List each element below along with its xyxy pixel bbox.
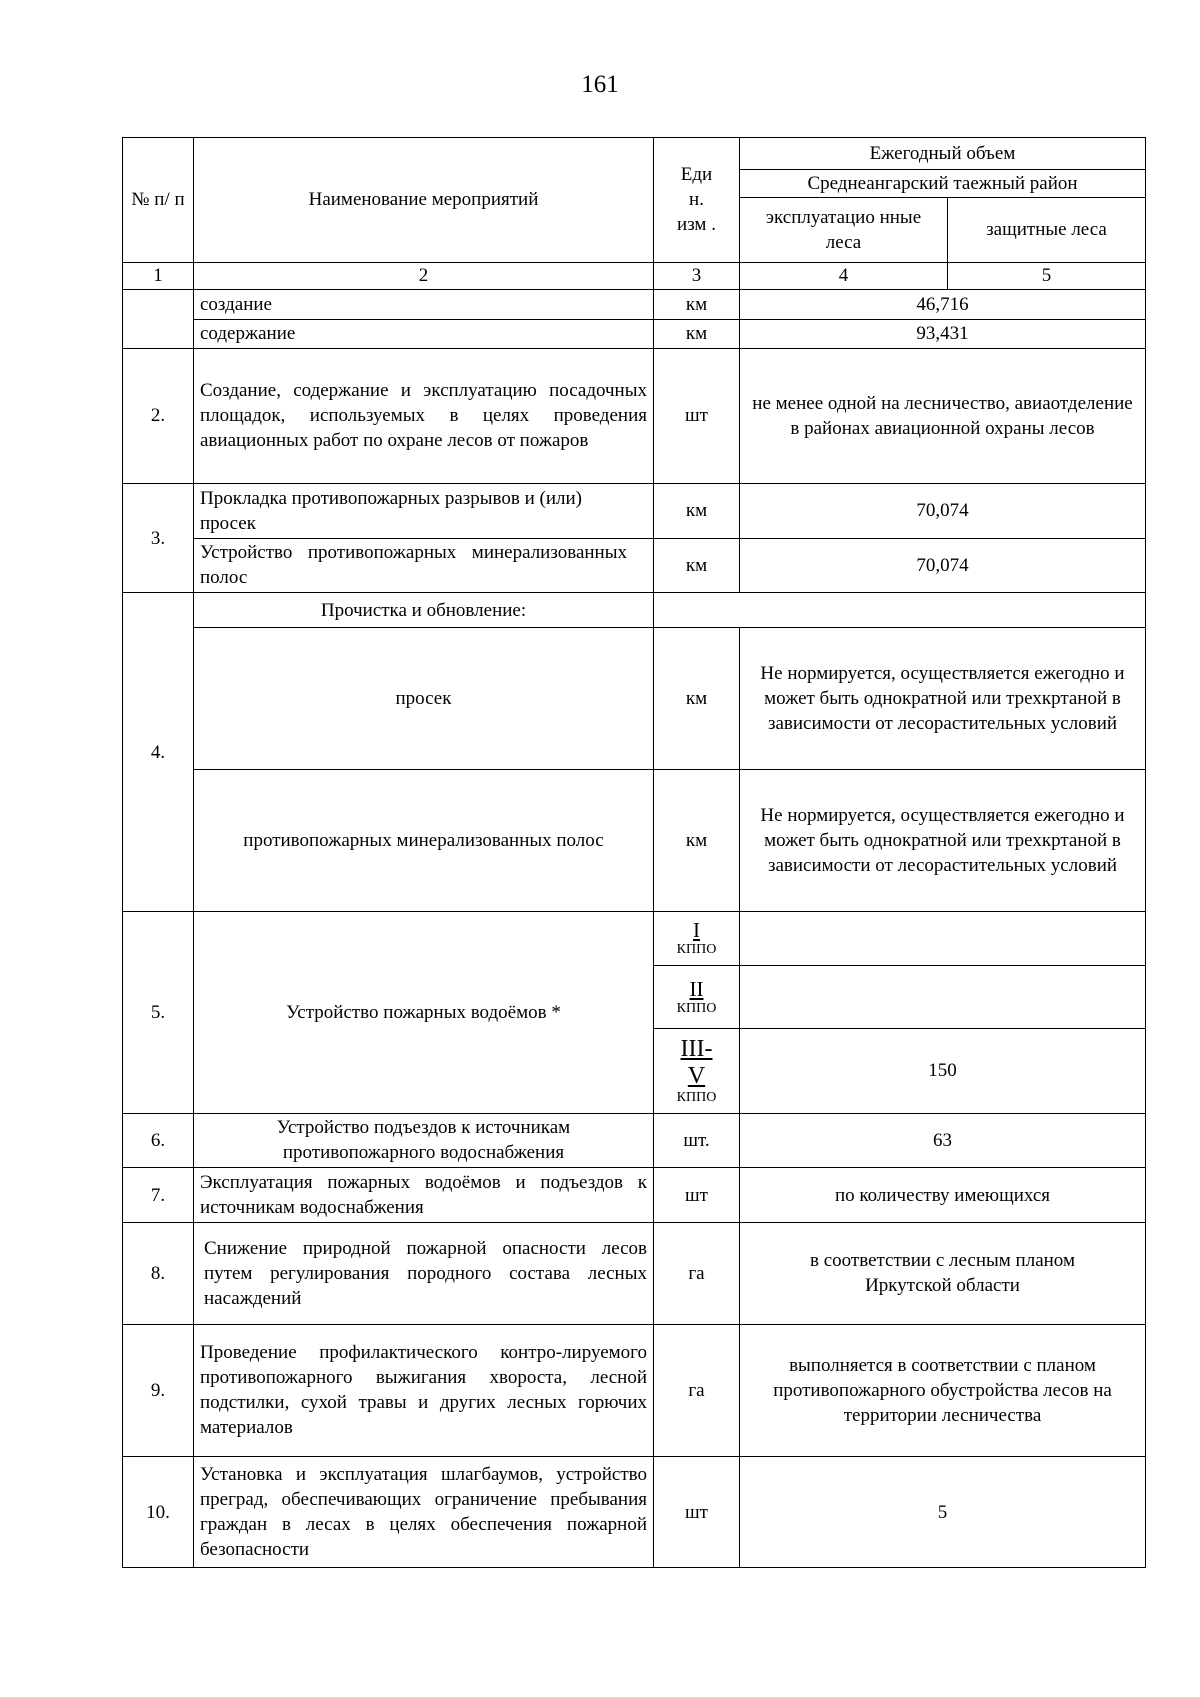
row-name: Установка и эксплуатация шлагбаумов, устройство преград, обеспечивающих ограничение пребывания граждан в лесах в целях обеспечения пожарной безопасности — [194, 1457, 654, 1568]
row-name: Снижение природной пожарной опасности лесов путем регулирования породного состава лесных насаждений — [194, 1223, 654, 1324]
row-unit — [654, 1029, 740, 1113]
row-num: 9. — [123, 1324, 194, 1457]
col-number-row — [123, 262, 1146, 289]
row-num: 10. — [123, 1457, 194, 1568]
row-unit: км — [654, 627, 740, 769]
row-unit: км — [654, 319, 740, 348]
row-num: 8. — [123, 1223, 194, 1324]
fire-measures-table — [122, 137, 1146, 1568]
col-number: 4 — [740, 262, 948, 289]
row-7 — [123, 1168, 1146, 1223]
row-unit: км — [654, 538, 740, 593]
row-value: не менее одной на лесничество, авиаотделение в районах авиационной охраны лесов — [740, 348, 1146, 483]
row-value — [740, 965, 1146, 1029]
fire-class-label: КППО — [676, 942, 717, 958]
row-value: 150 — [740, 1029, 1146, 1113]
header-num: № п/ п — [123, 138, 194, 263]
row-name: Устройство пожарных водоёмов * — [194, 911, 654, 1113]
row-name: содержание — [194, 319, 654, 348]
fire-class: II — [689, 976, 704, 1001]
fire-class: III- — [680, 1035, 713, 1062]
row-value: Не нормируется, осуществляется ежегодно и может быть однократной или трехкртаной в зависимости от лесорастительных условий — [740, 627, 1146, 769]
row-num: 2. — [123, 348, 194, 483]
row-num: 4. — [123, 593, 194, 911]
row-value: 70,074 — [740, 538, 1146, 593]
row-name: Проведение профилактического контро-лируемого противопожарного выжигания хвороста, лесной подстилки, сухой травы и других лесных горючих материалов — [194, 1324, 654, 1457]
fire-class: I — [693, 918, 700, 943]
row-num: 7. — [123, 1168, 194, 1223]
row-4-title — [123, 593, 1146, 627]
row-name: Устройство подъездов к источникам противопожарного водоснабжения — [194, 1113, 654, 1168]
row-3a — [123, 483, 1146, 538]
row-num — [123, 290, 194, 349]
row-value: 70,074 — [740, 483, 1146, 538]
row-unit: км — [654, 769, 740, 911]
row-4a — [123, 627, 1146, 769]
row-value: 46,716 — [740, 290, 1146, 319]
header-protect: защитные леса — [948, 197, 1146, 262]
row-unit: га — [654, 1324, 740, 1457]
row-value: 5 — [740, 1457, 1146, 1568]
row-num: 6. — [123, 1113, 194, 1168]
row-value: в соответствии с лесным планом Иркутской области — [740, 1223, 1146, 1324]
row-4b — [123, 769, 1146, 911]
row-unit: км — [654, 483, 740, 538]
row-name: создание — [194, 290, 654, 319]
header-row-1 — [123, 138, 1146, 170]
header-region: Среднеангарский таежный район — [740, 170, 1146, 197]
row-maintenance — [123, 319, 1146, 348]
row-name: Устройство противопожарных минерализованных полос — [194, 538, 654, 593]
row-name: Эксплуатация пожарных водоёмов и подъездов к источникам водоснабжения — [194, 1168, 654, 1223]
row-9 — [123, 1324, 1146, 1457]
row-unit: шт — [654, 1168, 740, 1223]
row-value: 93,431 — [740, 319, 1146, 348]
row-value: 63 — [740, 1113, 1146, 1168]
row-value: по количеству имеющихся — [740, 1168, 1146, 1223]
row-3b — [123, 538, 1146, 593]
row-unit: шт. — [654, 1113, 740, 1168]
header-exploit: эксплуатацио нные леса — [740, 197, 948, 262]
fire-class-label: КППО — [676, 1089, 717, 1105]
row-2 — [123, 348, 1146, 483]
row-value — [740, 911, 1146, 965]
row-name: просек — [194, 627, 654, 769]
row-unit: га — [654, 1223, 740, 1324]
page-number: 161 — [581, 71, 619, 98]
row-6 — [123, 1113, 1146, 1168]
fire-class-cont: V — [687, 1062, 706, 1089]
row-name: Прокладка противопожарных разрывов и (или) просек — [194, 483, 654, 538]
row-name: Создание, содержание и эксплуатацию посадочных площадок, используемых в целях проведения авиационных работ по охране лесов от пожаров — [194, 348, 654, 483]
row-unit: км — [654, 290, 740, 319]
header-unit: Еди н. изм . — [654, 138, 740, 263]
row-unit — [654, 911, 740, 965]
row-value: выполняется в соответствии с планом противопожарного обустройства лесов на территории лесничества — [740, 1324, 1146, 1457]
row-num: 3. — [123, 483, 194, 593]
row-value: Не нормируется, осуществляется ежегодно и может быть однократной или трехкртаной в зависимости от лесорастительных условий — [740, 769, 1146, 911]
row-creation — [123, 290, 1146, 319]
row-empty — [654, 593, 1146, 627]
row-title: Прочистка и обновление: — [194, 593, 654, 627]
row-name: противопожарных минерализованных полос — [194, 769, 654, 911]
row-8 — [123, 1223, 1146, 1324]
col-number: 5 — [948, 262, 1146, 289]
col-number: 3 — [654, 262, 740, 289]
fire-class-label: КППО — [676, 1000, 717, 1016]
row-10 — [123, 1457, 1146, 1568]
row-unit: шт — [654, 348, 740, 483]
row-5-class-1 — [123, 911, 1146, 965]
col-number: 1 — [123, 262, 194, 289]
row-unit — [654, 965, 740, 1029]
row-num: 5. — [123, 911, 194, 1113]
header-name: Наименование мероприятий — [194, 138, 654, 263]
header-annual: Ежегодный объем — [740, 138, 1146, 170]
row-unit: шт — [654, 1457, 740, 1568]
col-number: 2 — [194, 262, 654, 289]
